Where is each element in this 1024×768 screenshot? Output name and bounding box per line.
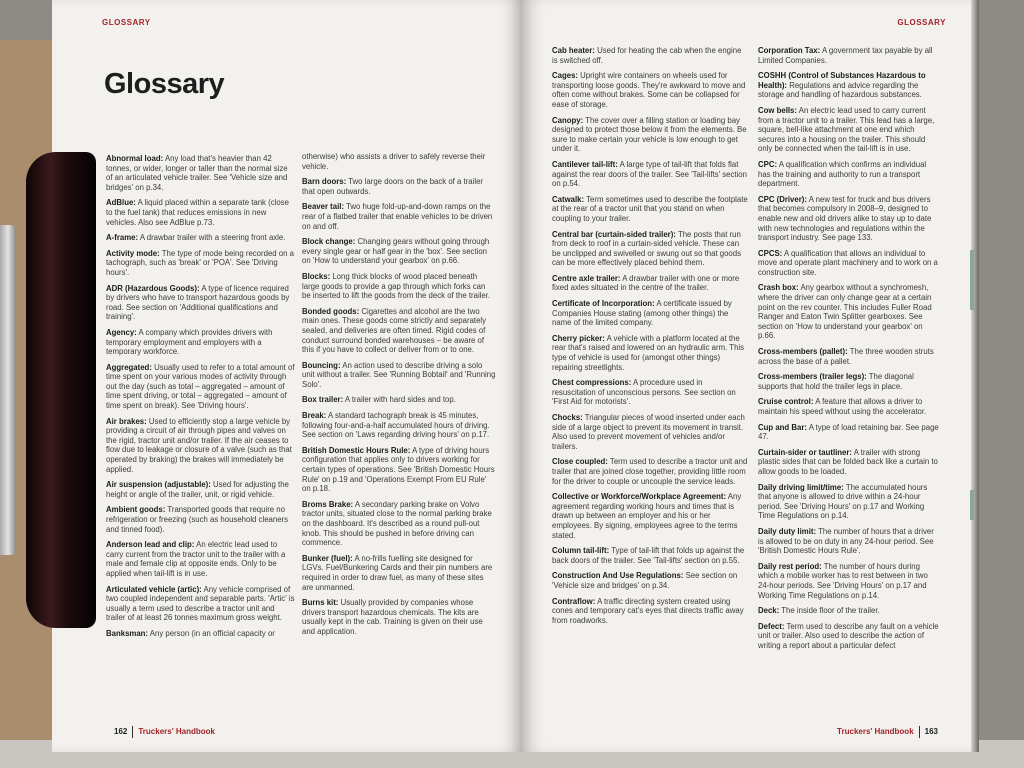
glossary-entry [552, 71, 748, 109]
glossary-term: Bouncing: [302, 360, 341, 370]
glossary-term: Cruise control: [758, 397, 814, 407]
glossary-definition: The number of hours that a driver is allowed to be on duty in any 24-hour period. See 'British Domestic Hours Rule'. [758, 526, 934, 556]
glossary-entry [758, 283, 940, 341]
glossary-term: Daily rest period: [758, 561, 822, 571]
glossary-definition: A no-frills fuelling site designed for LGVs. Fuel/Bunkering Cards and their pin numbers are required in order to draw fuel, as many of these sites are unmanned. [302, 553, 493, 592]
glossary-entry [302, 598, 496, 636]
glossary-entry [302, 177, 496, 196]
glossary-entry [106, 480, 296, 499]
glossary-entry [552, 46, 748, 65]
glossary-definition: Term used to describe a tractor unit and trailer that are joined close together, providing little room for the driver to couple or uncouple the service leads. [552, 457, 748, 486]
glossary-entry [302, 554, 496, 592]
footer-left [114, 726, 215, 738]
glossary-entry [552, 274, 748, 293]
running-head-left: GLOSSARY [102, 18, 151, 27]
glossary-entry [758, 71, 940, 100]
glossary-entry [552, 116, 748, 154]
glossary-term: Crash box: [758, 283, 799, 293]
glossary-entry [758, 448, 940, 477]
glossary-definition: An electric lead used to carry current from the tractor unit to the trailer with a male and female clip at opposite ends. Only to be applied when tail-lift is in use. [106, 540, 286, 578]
glossary-definition: Used to efficiently stop a large vehicle by providing a circuit of air through pipes and valves on the rigid, tractor unit and/or trailer. If the air ceases to flow due to leakage or closure of a valve (such as that operated by braking) the brakes will immediately be applied. [106, 416, 292, 474]
glossary-entry [552, 230, 748, 268]
glossary-entry [302, 446, 496, 494]
glossary-definition: A standard tachograph break is 45 minutes, following four-and-a-half accumulated hours of driving. See section on 'Laws regarding driving hours' on p.17. [302, 411, 490, 440]
glossary-definition: A feature that allows a driver to maintain his speed without using the accelerator. [758, 397, 927, 416]
glossary-column-4 [758, 46, 940, 656]
glossary-entry [302, 272, 496, 301]
glossary-entry [552, 299, 748, 328]
glossary-term: Beaver tail: [302, 202, 345, 212]
glossary-entry [758, 46, 940, 65]
right-page [522, 0, 974, 752]
glossary-definition: Any agreement regarding working hours and times that is drawn up between an employer and his or her employees. By signing, employees agree to the terms stated. [552, 492, 742, 540]
footer-book-title-right: Truckers' Handbook [837, 727, 914, 737]
glossary-entry [758, 397, 940, 416]
glossary-definition: A trailer with hard sides and top. [344, 395, 456, 405]
glossary-entry [758, 483, 940, 521]
glossary-term: CPC: [758, 159, 778, 169]
glossary-entry [552, 546, 748, 565]
glossary-entry [302, 500, 496, 548]
glossary-definition: Any person (in an official capacity or [149, 628, 275, 638]
glossary-term: AdBlue: [106, 198, 136, 208]
glossary-term: Barn doors: [302, 177, 347, 187]
glossary-entry [106, 585, 296, 623]
glossary-entry [106, 233, 296, 243]
page-number-right: 163 [924, 727, 938, 737]
glossary-entry [106, 417, 296, 475]
glossary-entry [758, 160, 940, 189]
glossary-term: Bunker (fuel): [302, 553, 353, 563]
glossary-definition: Usually provided by companies whose drivers transport hazardous chemicals. The kits are usually kept in the cab. Training is given on their use and application. [302, 598, 483, 636]
running-head-right: GLOSSARY [897, 18, 946, 27]
glossary-entry [552, 492, 748, 540]
glossary-entry [552, 597, 748, 626]
glossary-definition: Transported goods that require no refrigeration or freezing (such as household cleaners and tinned food). [106, 505, 289, 534]
footer-book-title-left: Truckers' Handbook [138, 727, 215, 737]
glossary-definition: Upright wire containers on wheels used for transporting loose goods. They're awkward to move and often come without brakes. Some can be collapsed for ease of storage. [552, 71, 746, 109]
thumb-index-mark [970, 490, 974, 520]
glossary-term: Daily duty limit: [758, 526, 817, 536]
glossary-term: Box trailer: [302, 395, 344, 405]
glossary-term: Blocks: [302, 271, 331, 281]
glossary-definition: Cigarettes and alcohol are the two main ones. These goods come strictly and separately sealed, and deliveries are often timed. Rigid codes of conduct surround bonded warehouses – be aware of this if you have to collect or deliver from or to one. [302, 306, 487, 355]
glossary-entry [302, 411, 496, 440]
glossary-term: Break: [302, 411, 327, 421]
glossary-term: Defect: [758, 621, 785, 631]
glossary-definition: Regulations and advice regarding the storage and handling of hazardous substances. [758, 80, 922, 100]
glossary-entry [302, 361, 496, 390]
glossary-term: Banksman: [106, 628, 149, 638]
glossary-definition: A type of licence required by drivers who have to transport hazardous goods by road. See section on 'Additional qualifications and training'. [106, 283, 290, 322]
glossary-definition: The posts that run from deck to roof in a curtain-sided vehicle. These can be unclipped and swivelled or swung out so that goods can be more effectively placed behind them. [552, 229, 741, 268]
glossary-definition: A qualification which confirms an individual has the training and authority to run a transport department. [758, 159, 927, 189]
glossary-entry [552, 195, 748, 224]
glossary-definition: The cover over a filling station or loading bay designed to protect those below it from the elements. Be sure to make certain your vehicle is low enough to get under it. [552, 115, 747, 154]
left-page [52, 0, 522, 752]
binder-clip [26, 152, 96, 628]
thumb-index-mark [970, 250, 974, 310]
glossary-entry [758, 423, 940, 442]
glossary-term: Articulated vehicle (artic): [106, 584, 202, 594]
glossary-term: ADR (Hazardous Goods): [106, 283, 200, 293]
glossary-definition: The diagonal supports that hold the trailer legs in place. [758, 372, 914, 391]
glossary-term: Curtain-sider or tautliner: [758, 447, 853, 457]
glossary-term: A-frame: [106, 233, 139, 243]
glossary-definition: A liquid placed within a separate tank (close to the fuel tank) that reduces emissions in new vehicles. Also see AdBlue p.73. [106, 198, 289, 227]
glossary-entry [552, 378, 748, 407]
glossary-definition: Changing gears without going through every single gear or half gear in the 'box'. See section on 'How to understand your gearbox' on p.66. [302, 237, 490, 266]
glossary-term: Block change: [302, 237, 356, 247]
glossary-entry [758, 106, 940, 154]
glossary-term: Aggregated: [106, 362, 152, 372]
glossary-entry [106, 629, 296, 639]
glossary-entry [106, 154, 296, 192]
glossary-definition: Term used to describe any fault on a vehicle unit or trailer. Also used to describe the action of writing a report about a particular defect [758, 621, 939, 650]
glossary-term: Cross-members (pallet): [758, 347, 848, 357]
glossary-entry [552, 571, 748, 590]
glossary-entry [552, 413, 748, 451]
binder-clip-hinge [0, 225, 16, 555]
glossary-term: Air suspension (adjustable): [106, 480, 211, 490]
glossary-definition: A type of driving hours configuration that applies only to drivers working for certain types of operations. See 'British Domestic Hours Rule' on p.19 and 'Operations Exempt From EU Rule' on p.18. [302, 445, 495, 494]
glossary-definition: Two large doors on the back of a trailer that open outwards. [302, 177, 484, 196]
glossary-term: Activity mode: [106, 248, 160, 258]
glossary-definition: A trailer with strong plastic sides that can be folded back like a curtain to allow goods to be loaded. [758, 447, 938, 476]
glossary-term: Cages: [552, 71, 578, 81]
glossary-column-2 [302, 152, 496, 643]
glossary-term: Close coupled: [552, 457, 608, 467]
glossary-entry [758, 527, 940, 556]
glossary-entry [106, 198, 296, 227]
glossary-definition: Long thick blocks of wood placed beneath large goods to provide a gap through which forks can be inserted to lift the goods from the deck of the trailer. [302, 271, 491, 301]
glossary-term: CPCS: [758, 248, 783, 258]
glossary-definition: A government tax payable by all Limited Companies. [758, 46, 933, 65]
glossary-entry [106, 284, 296, 322]
glossary-definition: A drawbar trailer with a steering front axle. [139, 233, 286, 243]
footer-right [837, 726, 938, 738]
glossary-term: COSHH (Control of Substances Hazardous to Health): [758, 71, 926, 90]
page-title: Glossary [104, 68, 225, 100]
glossary-entry [302, 152, 496, 171]
glossary-term: Construction And Use Regulations: [552, 571, 684, 581]
glossary-term: Cow bells: [758, 105, 797, 115]
glossary-entry [106, 363, 296, 411]
glossary-definition: Two huge fold-up-and-down ramps on the rear of a flatbed trailer that enable vehicles to be driven on and off. [302, 202, 493, 231]
glossary-definition: The type of mode being recorded on a tachograph, such as 'break' or 'POA'. See 'Driving hours'. [106, 248, 294, 277]
glossary-entry [552, 457, 748, 486]
glossary-term: Chest compressions: [552, 378, 632, 388]
glossary-term: Anderson lead and clip: [106, 540, 195, 550]
glossary-term: Broms Brake: [302, 499, 354, 509]
glossary-term: Central bar (curtain-sided trailer): [552, 229, 676, 239]
glossary-column-3 [552, 46, 748, 631]
glossary-definition: A secondary parking brake on Volvo tractor units, situated close to the normal parking brake on the dashboard. It's described as a round pull-out knob. This should be pushed in before driving can commence. [302, 499, 492, 548]
glossary-term: Cantilever tail-lift: [552, 159, 618, 169]
glossary-term: Cup and Bar: [758, 422, 807, 432]
glossary-entry [758, 195, 940, 243]
glossary-definition: A drawbar trailer with one or more fixed axles situated in the centre of the trailer. [552, 273, 740, 293]
glossary-term: CPC (Driver): [758, 194, 807, 204]
glossary-definition: The accumulated hours that anyone is allowed to drive within a 24-hour period. See 'Driving Hours' on p.17 and Working Time Regulations on p.14. [758, 482, 928, 521]
glossary-entry [552, 334, 748, 372]
glossary-term: Agency: [106, 327, 137, 337]
glossary-definition: Term sometimes used to describe the footplate at the rear of a tractor unit that you stand on when coupling to your trailer. [552, 194, 748, 223]
glossary-term: Daily driving limit/time: [758, 482, 844, 492]
glossary-definition: The three wooden struts across the base of a pallet. [758, 347, 934, 366]
glossary-definition: otherwise) who assists a driver to safely reverse their vehicle. [302, 152, 486, 171]
glossary-definition: Type of tail-lift that folds up against the back doors of the trailer. See 'Tail-lifts' section on p.55. [552, 546, 745, 565]
glossary-term: Cross-members (trailer legs): [758, 372, 867, 382]
glossary-term: Column tail-lift: [552, 546, 610, 556]
glossary-entry [106, 540, 296, 578]
glossary-term: Cherry picker: [552, 333, 605, 343]
glossary-term: Chocks: [552, 413, 583, 422]
glossary-entry [758, 372, 940, 391]
glossary-definition: Any load that's heavier than 42 tonnes, or wider, longer or taller than the normal size of an articulated vehicle trailer. See 'Vehicle size and bridges' on p.34. [106, 154, 288, 192]
glossary-entry [758, 249, 940, 278]
glossary-term: British Domestic Hours Rule: [302, 445, 411, 455]
glossary-definition: A large type of tail-lift that folds flat against the rear doors of the trailer. See 'Tail-lifts' section on p.54. [552, 159, 747, 189]
glossary-term: Ambient goods: [106, 505, 166, 515]
glossary-definition: Any vehicle comprised of two coupled independent and separable parts. 'Artic' is usually a term used to describe a tractor unit and trailer of at least 26 tonnes maximum gross weight. [106, 584, 295, 623]
glossary-definition: A company which provides drivers with temporary employment and employers with a temporary workforce. [106, 327, 273, 357]
glossary-entry [106, 505, 296, 534]
glossary-entry [552, 160, 748, 189]
glossary-entry [302, 307, 496, 355]
glossary-definition: Any gearbox without a synchromesh, where the driver can only change gear at a certain point on the rev counter. This includes Fuller Road Ranger and Eaton Twin Splitter gearboxes. See section on 'How to understand your gearbox' on p.66. [758, 283, 932, 341]
glossary-definition: See section on 'Vehicle size and bridges' on p.34. [552, 571, 738, 590]
glossary-term: Bonded goods: [302, 306, 360, 316]
glossary-term: Catwalk: [552, 194, 585, 204]
glossary-definition: A traffic directing system created using cones and temporary cat's eyes that directs traffic away from roadworks. [552, 596, 744, 625]
glossary-definition: A procedure used in resuscitation of unconscious persons. See section on 'First Aid for motorists'. [552, 378, 736, 407]
glossary-definition: Used for heating the cab when the engine is switched off. [552, 46, 742, 65]
glossary-entry [758, 622, 940, 651]
glossary-term: Canopy: [552, 115, 584, 125]
glossary-term: Abnormal load: [106, 154, 164, 163]
glossary-term: Deck: [758, 606, 780, 616]
glossary-definition: Used for adjusting the height or angle of the trailer, unit, or rigid vehicle. [106, 480, 289, 499]
glossary-definition: A qualification that allows an individual to move and operate plant machinery and to work on a construction site. [758, 248, 938, 277]
glossary-term: Certificate of Incorporation: [552, 299, 655, 309]
book-edge [971, 0, 979, 752]
glossary-definition: The number of hours during which a mobile worker has to rest between in two 24-hour periods. See 'Driving Hours' on p.17 and Working Time Regulations on p.14. [758, 561, 928, 600]
glossary-entry [302, 237, 496, 266]
glossary-definition: The inside floor of the trailer. [781, 606, 880, 616]
glossary-term: Cab heater: [552, 46, 595, 55]
glossary-entry [758, 562, 940, 600]
page-number-left: 162 [114, 727, 128, 737]
glossary-term: Centre axle trailer: [552, 273, 621, 283]
glossary-term: Air brakes: [106, 416, 147, 426]
glossary-definition: A vehicle with a platform located at the rear that's raised and lowered on an hydraulic arm. This type of vehicle is used for (amongst other things) repairing streetlights. [552, 333, 745, 372]
glossary-term: Corporation Tax: [758, 46, 821, 55]
glossary-term: Burns kit: [302, 598, 339, 608]
glossary-entry [106, 249, 296, 278]
glossary-entry [302, 202, 496, 231]
glossary-term: Collective or Workforce/Workplace Agreement: [552, 492, 727, 502]
glossary-entry [758, 606, 940, 616]
glossary-definition: Usually used to refer to a total amount of time spent on your various modes of activity through out the day (such as total – aggregated – amount of time spent driving, or total – aggregated – amount of time spent on break). See 'Driving hours'. [106, 362, 295, 411]
glossary-column-1 [106, 154, 296, 645]
glossary-entry [302, 395, 496, 405]
glossary-definition: Triangular pieces of wood inserted under each side of a large object to prevent its movement in transit. Also used to prevent movement of vehicles and/or trailers. [552, 413, 745, 451]
glossary-term: Contraflow: [552, 596, 596, 606]
glossary-definition: A type of load retaining bar. See page 47. [758, 422, 939, 442]
glossary-entry [106, 328, 296, 357]
glossary-entry [758, 347, 940, 366]
glossary-definition: An electric lead used to carry current from a tractor unit to a trailer. This lead has a large, square, bell-like attachment at one end which secures into a housing on the trailer. This should only be connected when the tail-lift is in use. [758, 105, 935, 154]
glossary-definition: An action used to describe driving a solo unit without a trailer. See 'Running Bobtail' and 'Running Solo'. [302, 360, 496, 389]
glossary-definition: A certificate issued by Companies House stating (among other things) the name of the limited company. [552, 299, 732, 328]
glossary-definition: A new test for truck and bus drivers that becomes compulsory in 2008–9, designed to enable new and old drivers alike to stay up to date with new technologies and regulations within the transport industry. See page 133. [758, 194, 932, 243]
